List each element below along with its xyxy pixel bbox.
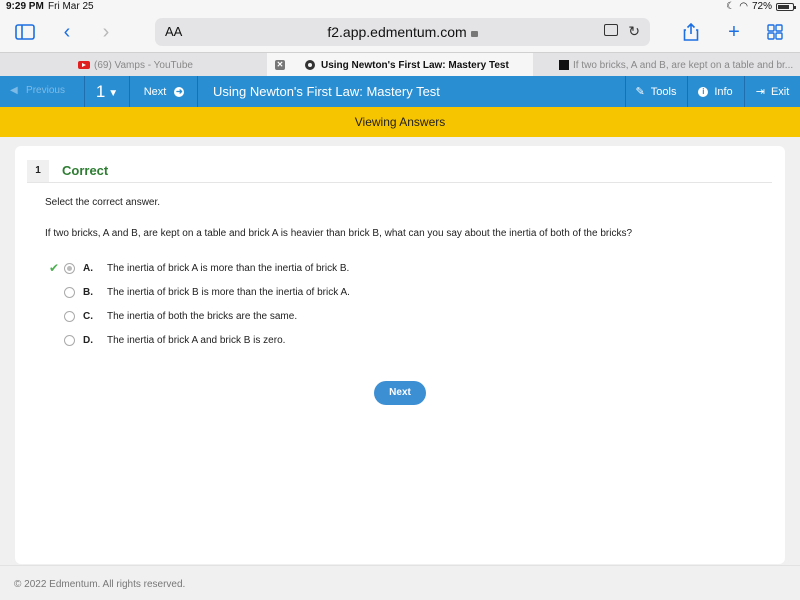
battery-percent: 72%	[751, 1, 772, 12]
text-size-button[interactable]: AA	[165, 24, 183, 39]
next-button[interactable]: Next	[374, 381, 426, 405]
next-label: Next	[143, 85, 167, 98]
exit-icon: ⇥	[755, 86, 765, 98]
tab-label: (69) Vamps - YouTube	[94, 59, 193, 71]
tab-youtube[interactable]	[78, 53, 193, 77]
tab-mastery-test[interactable]	[267, 53, 533, 77]
forward-icon[interactable]: ›	[102, 20, 110, 43]
status-indicators	[726, 1, 794, 12]
share-icon[interactable]	[678, 20, 704, 44]
battery-icon	[776, 3, 794, 11]
tools-label: Tools	[650, 85, 677, 98]
tab-label: Using Newton's First Law: Mastery Test	[321, 59, 509, 71]
option-text: The inertia of both the bricks are the same.	[107, 311, 298, 322]
page-footer	[0, 565, 800, 600]
option-text: The inertia of brick B is more than the inertia of brick A.	[107, 287, 350, 298]
radio-button[interactable]	[64, 287, 75, 298]
option-text: The inertia of brick A and brick B is zero.	[107, 335, 286, 346]
wifi-icon: ◠	[739, 1, 748, 12]
option-letter: B.	[83, 287, 93, 298]
divider	[27, 182, 772, 183]
info-button[interactable]	[687, 76, 743, 107]
close-tab-icon[interactable]: ✕	[276, 60, 284, 69]
info-icon: i	[698, 87, 708, 97]
new-tab-icon[interactable]: +	[728, 20, 740, 43]
lock-icon	[471, 31, 478, 37]
test-header	[0, 76, 800, 107]
info-label: Info	[714, 85, 733, 98]
do-not-disturb-icon: ☾	[726, 1, 736, 12]
option-letter: C.	[83, 311, 93, 322]
brainly-icon	[559, 60, 569, 70]
radio-button[interactable]	[64, 263, 75, 274]
url-label: f2.app.edmentum.com	[327, 24, 467, 40]
viewing-answers-banner: Viewing Answers	[0, 107, 800, 137]
header-next-button[interactable]	[131, 76, 198, 107]
address-bar[interactable]	[155, 18, 650, 46]
tools-button[interactable]	[625, 76, 686, 107]
radio-button[interactable]	[64, 335, 75, 346]
tab-label: If two bricks, A and B, are kept on a table and br...	[573, 59, 794, 71]
tab-bricks-question[interactable]	[559, 53, 793, 77]
previous-button[interactable]	[10, 85, 65, 96]
status-time: 9:29 PM	[6, 1, 44, 12]
wrench-icon: ✎	[635, 86, 645, 98]
youtube-icon	[78, 61, 90, 69]
browser-toolbar	[0, 14, 800, 52]
question-number-badge: 1	[27, 160, 49, 182]
question-selector[interactable]	[84, 76, 130, 107]
question-prompt: If two bricks, A and B, are kept on a table and brick A is heavier than brick B, what can you say about the inertia of both of the bricks?	[45, 228, 633, 239]
previous-arrow-icon: ◀	[10, 85, 18, 96]
extension-icon[interactable]	[604, 24, 618, 36]
reload-icon[interactable]: ↻	[628, 23, 640, 39]
previous-label: Previous	[26, 85, 65, 96]
option-letter: D.	[83, 335, 93, 346]
exit-button[interactable]	[744, 76, 800, 107]
result-status: Correct	[62, 163, 109, 178]
back-icon[interactable]: ‹	[63, 20, 71, 43]
test-title: Using Newton's First Law: Mastery Test	[213, 84, 440, 99]
question-number: 1	[95, 81, 106, 101]
question-card	[15, 146, 785, 564]
tabs-overview-icon[interactable]	[762, 20, 788, 44]
status-date: Fri Mar 25	[48, 1, 94, 12]
instruction-text: Select the correct answer.	[45, 197, 161, 208]
radio-button[interactable]	[64, 311, 75, 322]
chevron-down-icon: ▼	[108, 88, 119, 99]
option-text: The inertia of brick A is more than the inertia of brick B.	[107, 263, 350, 274]
copyright-text: © 2022 Edmentum. All rights reserved.	[14, 579, 186, 590]
sidebar-icon[interactable]	[12, 20, 38, 44]
browser-tab-bar	[0, 52, 800, 76]
option-letter: A.	[83, 263, 93, 274]
exit-label: Exit	[770, 85, 790, 98]
url-text[interactable]	[155, 24, 650, 40]
edmentum-icon	[305, 60, 315, 70]
arrow-right-icon: ➜	[175, 86, 183, 96]
checkmark-icon: ✔	[49, 261, 60, 275]
